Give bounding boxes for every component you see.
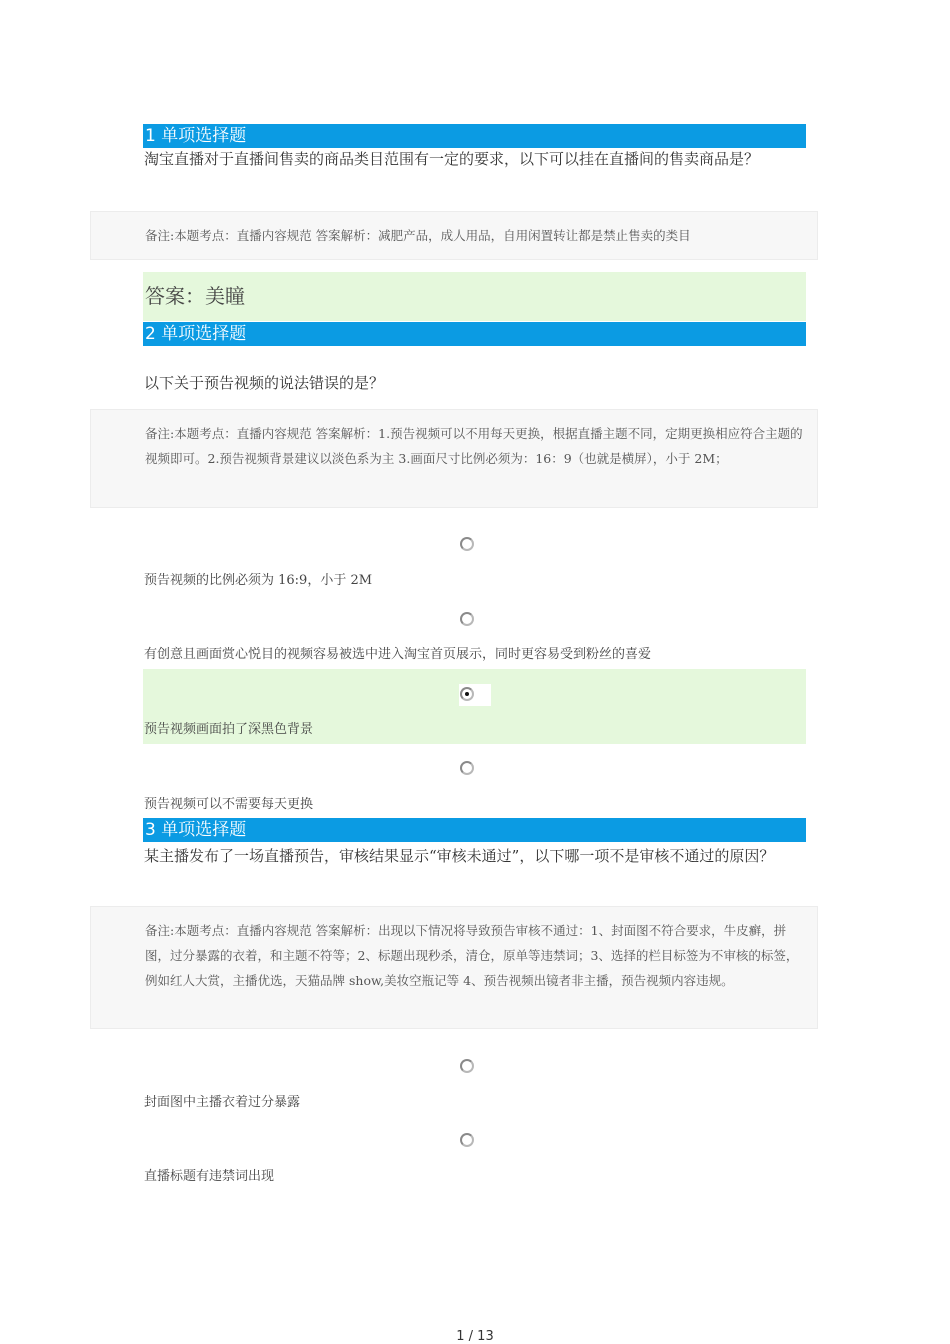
option-label: 直播标题有违禁词出现 xyxy=(144,1169,275,1184)
option-radio[interactable] xyxy=(460,761,474,775)
question-2-note-box xyxy=(90,409,818,508)
question-3-note-box xyxy=(90,906,818,1029)
page-number: 1 / 13 xyxy=(456,1329,494,1344)
option-label: 有创意且画面赏心悦目的视频容易被选中进入淘宝首页展示，同时更容易受到粉丝的喜爱 xyxy=(144,647,652,662)
question-3-note: 备注:本题考点：直播内容规范 答案解析：出现以下情况将导致预告审核不通过：1、封面图不符合要求，牛皮癣，拼图，过分暴露的衣着，和主题不符等；2、标题出现秒杀，清仓，原单等违禁词；3、选择的栏目标签为不审核的标签，例如红人大赏，主播优选，天猫品牌 show,美妆空瓶记等 4、预告视频出镜者非主播，预告视频内容违规。 xyxy=(145,923,799,988)
question-1-text: 淘宝直播对于直播间售卖的商品类目范围有一定的要求，以下可以挂在直播间的售卖商品是？ xyxy=(144,150,760,168)
question-1-answer: 答案：美瞳 xyxy=(143,272,806,321)
option-radio[interactable] xyxy=(460,1059,474,1073)
option-label: 预告视频可以不需要每天更换 xyxy=(144,797,314,812)
option-label: 预告视频画面拍了深黑色背景 xyxy=(144,722,314,737)
option-radio[interactable] xyxy=(460,1133,474,1147)
option-radio[interactable] xyxy=(460,612,474,626)
question-1-note-box xyxy=(90,211,818,260)
question-2-header: 2 单项选择题 xyxy=(143,322,806,346)
question-3-header: 3 单项选择题 xyxy=(143,818,806,842)
question-2-text: 以下关于预告视频的说法错误的是？ xyxy=(144,374,385,392)
question-1-note: 备注:本题考点：直播内容规范 答案解析：减肥产品，成人用品，自用闲置转让都是禁止售卖的类目 xyxy=(145,228,691,243)
option-radio-selected[interactable] xyxy=(460,687,474,701)
option-label: 预告视频的比例必须为 16:9，小于 2M xyxy=(144,573,373,588)
question-1-header: 1 单项选择题 xyxy=(143,124,806,148)
option-radio[interactable] xyxy=(460,537,474,551)
question-3-text: 某主播发布了一场直播预告，审核结果显示“审核未通过”，以下哪一项不是审核不通过的原因？ xyxy=(144,847,775,865)
question-2-note: 备注:本题考点：直播内容规范 答案解析：1.预告视频可以不用每天更换，根据直播主题不同，定期更换相应符合主题的视频即可。2.预告视频背景建议以淡色系为主 3.画面尺寸比例必须为：16：9（也就是横屏），小于 2M； xyxy=(145,426,803,466)
option-label: 封面图中主播衣着过分暴露 xyxy=(144,1095,301,1110)
